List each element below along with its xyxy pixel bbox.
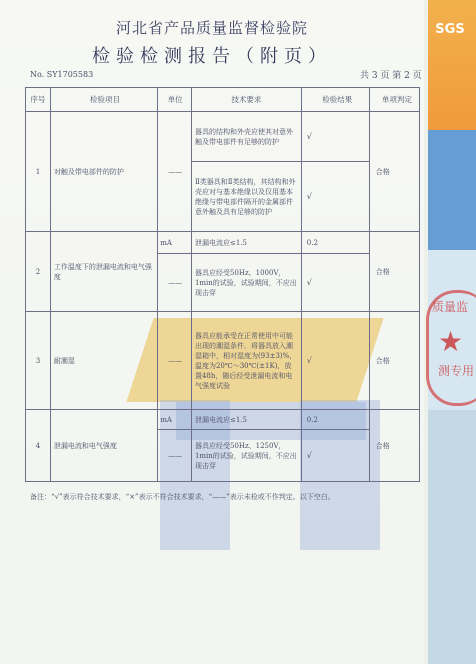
requirement-cell: 器具的结构和外壳应使其对意外触及带电部件有足够的防护	[191, 112, 301, 162]
result-cell: √	[301, 112, 369, 162]
result-cell: √	[301, 254, 369, 312]
result-cell: 0.2	[301, 232, 369, 254]
org-name: 河北省产品质量监督检验院	[115, 19, 308, 37]
verdict-cell: 合格	[369, 410, 419, 482]
column-header: 单项判定	[369, 88, 419, 112]
inspection-table	[25, 87, 420, 482]
requirement-cell: Ⅱ类器具和Ⅱ类结构，其结构和外壳应对与基本绝缘以及仅用基本绝缘与带电部件隔开的金属部件意外触及具有足够的防护	[191, 162, 301, 232]
row-number: 2	[26, 232, 51, 312]
test-item: 工作温度下的泄漏电流和电气强度	[50, 232, 157, 312]
side-band	[428, 410, 476, 664]
result-cell: √	[301, 162, 369, 232]
unit-cell: ——	[158, 254, 192, 312]
requirement-cell: 泄漏电流应≤1.5	[191, 232, 301, 254]
side-band	[428, 0, 476, 130]
result-cell: 0.2	[301, 410, 369, 430]
column-header: 单位	[158, 88, 192, 112]
seal-text-bottom: 测专用	[438, 364, 475, 378]
table-row	[26, 232, 420, 254]
column-header: 检验项目	[50, 88, 157, 112]
column-header: 序号	[26, 88, 51, 112]
report-number: No. SY1705583	[30, 70, 94, 79]
unit-cell: ——	[158, 112, 192, 232]
test-item: 对触及带电部件的防护	[50, 112, 157, 232]
test-item: 泄漏电流和电气强度	[50, 410, 157, 482]
seal-text-top: 质量监	[432, 300, 469, 314]
row-number: 1	[26, 112, 51, 232]
report-title: 检验检测报告（附页）	[92, 46, 332, 67]
page-info: 共 3 页 第 2 页	[360, 71, 422, 81]
table-row	[26, 312, 420, 410]
table-row	[26, 410, 420, 430]
unit-cell: mA	[158, 410, 192, 430]
test-item: 耐潮湿	[50, 312, 157, 410]
column-header: 技术要求	[191, 88, 301, 112]
table-row	[26, 112, 420, 162]
verdict-cell: 合格	[369, 232, 419, 312]
result-cell: √	[301, 430, 369, 482]
table-header-row	[26, 88, 420, 112]
sgs-logo: SGS	[435, 22, 465, 37]
unit-cell: ——	[158, 430, 192, 482]
requirement-cell: 器具应能承受在正常使用中可能出现的潮湿条件。将器具放入潮湿箱中，相对湿度为(93±3)%，温度为20℃～30℃(±1K)，放置48h，随后经受泄漏电流和电气强度试验	[191, 312, 301, 410]
row-number: 3	[26, 312, 51, 410]
unit-cell: mA	[158, 232, 192, 254]
column-header: 检验结果	[301, 88, 369, 112]
remark-note: 备注：“√”表示符合技术要求，“×”表示不符合技术要求，“——”表示未检或不作判定。以下空白。	[30, 493, 335, 501]
requirement-cell: 器具应经受50Hz、1250V，1min的试验，试验期间，不应出现击穿	[191, 430, 301, 482]
verdict-cell: 合格	[369, 112, 419, 232]
requirement-cell: 器具应经受50Hz、1000V，1min的试验，试验期间，不应出现击穿	[191, 254, 301, 312]
unit-cell: ——	[158, 312, 192, 410]
requirement-cell: 泄漏电流应≤1.5	[191, 410, 301, 430]
star-icon: ★	[438, 325, 464, 358]
side-band	[428, 130, 476, 250]
result-cell: √	[301, 312, 369, 410]
verdict-cell: 合格	[369, 312, 419, 410]
row-number: 4	[26, 410, 51, 482]
